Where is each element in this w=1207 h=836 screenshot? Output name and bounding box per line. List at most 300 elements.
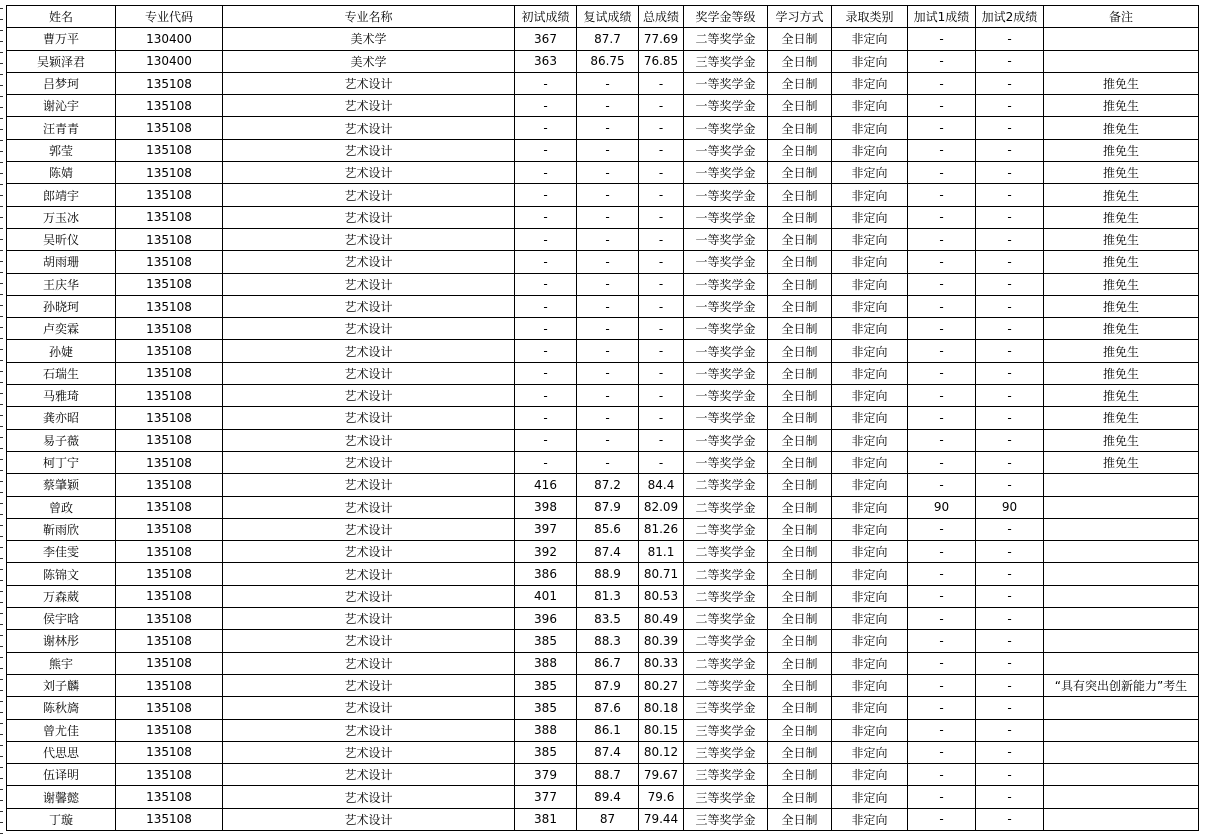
cell-study-mode: 全日制 — [768, 318, 832, 340]
cell-prelim-score: - — [515, 362, 577, 384]
cell-extra-test-2: - — [976, 541, 1044, 563]
cell-prelim-score: 386 — [515, 563, 577, 585]
cell-admission-type: 非定向 — [832, 429, 908, 451]
header-extra-test-1: 加试1成绩 — [908, 6, 976, 28]
cell-major-code: 135108 — [116, 808, 223, 830]
edge-tick — [0, 107, 3, 108]
table-row — [7, 808, 1199, 830]
cell-extra-test-2: - — [976, 630, 1044, 652]
cell-scholarship: 一等奖学金 — [684, 429, 768, 451]
cell-remarks — [1044, 786, 1199, 808]
cell-scholarship: 三等奖学金 — [684, 786, 768, 808]
cell-extra-test-1: - — [908, 295, 976, 317]
cell-remarks — [1044, 652, 1199, 674]
cell-name: 龚亦昭 — [7, 407, 116, 429]
cell-remarks: 推免生 — [1044, 228, 1199, 250]
cell-major-code: 135108 — [116, 139, 223, 161]
cell-admission-type: 非定向 — [832, 518, 908, 540]
edge-tick — [0, 481, 3, 482]
cell-admission-type: 非定向 — [832, 273, 908, 295]
cell-total-score: 77.69 — [639, 28, 684, 50]
cell-total-score: 84.4 — [639, 474, 684, 496]
cell-prelim-score: - — [515, 206, 577, 228]
cell-scholarship: 一等奖学金 — [684, 184, 768, 206]
cell-retest-score: - — [577, 273, 639, 295]
cell-extra-test-2: - — [976, 162, 1044, 184]
cell-remarks — [1044, 697, 1199, 719]
cell-retest-score: - — [577, 429, 639, 451]
cell-total-score: 79.67 — [639, 764, 684, 786]
cell-major-code: 135108 — [116, 228, 223, 250]
edge-tick — [0, 63, 3, 64]
cell-admission-type: 非定向 — [832, 139, 908, 161]
table-row — [7, 95, 1199, 117]
cell-prelim-score: 392 — [515, 541, 577, 563]
cell-remarks: 推免生 — [1044, 184, 1199, 206]
cell-major-code: 135108 — [116, 630, 223, 652]
cell-extra-test-1: - — [908, 585, 976, 607]
cell-name: 熊宇 — [7, 652, 116, 674]
cell-major-code: 135108 — [116, 541, 223, 563]
cell-name: 易子薇 — [7, 429, 116, 451]
cell-extra-test-1: - — [908, 50, 976, 72]
cell-total-score: 80.12 — [639, 741, 684, 763]
cell-scholarship: 一等奖学金 — [684, 340, 768, 362]
edge-tick — [0, 316, 3, 317]
edge-tick — [0, 811, 3, 812]
edge-tick — [0, 646, 3, 647]
cell-extra-test-1: - — [908, 95, 976, 117]
edge-tick — [0, 8, 3, 9]
edge-tick — [0, 272, 3, 273]
cell-study-mode: 全日制 — [768, 429, 832, 451]
cell-major-name: 艺术设计 — [223, 697, 515, 719]
edge-tick — [0, 514, 3, 515]
cell-retest-score: 83.5 — [577, 608, 639, 630]
edge-tick — [0, 701, 3, 702]
cell-major-code: 135108 — [116, 251, 223, 273]
cell-scholarship: 二等奖学金 — [684, 518, 768, 540]
cell-extra-test-1: - — [908, 318, 976, 340]
edge-tick — [0, 558, 3, 559]
cell-major-code: 135108 — [116, 451, 223, 473]
cell-extra-test-1: - — [908, 429, 976, 451]
cell-remarks: 推免生 — [1044, 72, 1199, 94]
cell-extra-test-2: - — [976, 652, 1044, 674]
header-study-mode: 学习方式 — [768, 6, 832, 28]
cell-total-score: 76.85 — [639, 50, 684, 72]
cell-extra-test-1: - — [908, 608, 976, 630]
cell-name: 柯丁宁 — [7, 451, 116, 473]
cell-admission-type: 非定向 — [832, 50, 908, 72]
cell-study-mode: 全日制 — [768, 28, 832, 50]
cell-major-code: 135108 — [116, 652, 223, 674]
cell-name: 蔡肇颖 — [7, 474, 116, 496]
edge-tick — [0, 767, 3, 768]
header-remarks: 备注 — [1044, 6, 1199, 28]
cell-retest-score: - — [577, 451, 639, 473]
cell-remarks: 推免生 — [1044, 451, 1199, 473]
cell-total-score: - — [639, 273, 684, 295]
cell-extra-test-2: - — [976, 139, 1044, 161]
cell-prelim-score: - — [515, 251, 577, 273]
cell-extra-test-2: - — [976, 786, 1044, 808]
table-row — [7, 608, 1199, 630]
cell-major-code: 135108 — [116, 741, 223, 763]
cell-remarks — [1044, 608, 1199, 630]
cell-name: 王庆华 — [7, 273, 116, 295]
cell-extra-test-2: - — [976, 741, 1044, 763]
cell-major-code: 135108 — [116, 318, 223, 340]
cell-major-name: 艺术设计 — [223, 608, 515, 630]
table-row — [7, 429, 1199, 451]
edge-tick — [0, 602, 3, 603]
cell-study-mode: 全日制 — [768, 764, 832, 786]
cell-extra-test-1: - — [908, 362, 976, 384]
cell-retest-score: - — [577, 385, 639, 407]
cell-total-score: 80.49 — [639, 608, 684, 630]
cell-study-mode: 全日制 — [768, 719, 832, 741]
edge-tick — [0, 250, 3, 251]
cell-major-name: 艺术设计 — [223, 385, 515, 407]
table-row — [7, 630, 1199, 652]
cell-remarks: 推免生 — [1044, 139, 1199, 161]
cell-study-mode: 全日制 — [768, 72, 832, 94]
cell-scholarship: 一等奖学金 — [684, 206, 768, 228]
edge-tick — [0, 492, 3, 493]
cell-extra-test-2: - — [976, 407, 1044, 429]
cell-extra-test-2: - — [976, 184, 1044, 206]
cell-remarks — [1044, 741, 1199, 763]
cell-extra-test-1: 90 — [908, 496, 976, 518]
edge-tick — [0, 206, 3, 207]
cell-extra-test-2: - — [976, 50, 1044, 72]
cell-name: 李佳雯 — [7, 541, 116, 563]
cell-remarks: 推免生 — [1044, 385, 1199, 407]
cell-admission-type: 非定向 — [832, 228, 908, 250]
cell-major-code: 135108 — [116, 474, 223, 496]
cell-name: 郎靖宇 — [7, 184, 116, 206]
cell-major-name: 艺术设计 — [223, 674, 515, 696]
cell-admission-type: 非定向 — [832, 72, 908, 94]
cell-remarks: 推免生 — [1044, 429, 1199, 451]
cell-scholarship: 二等奖学金 — [684, 541, 768, 563]
cell-extra-test-2: - — [976, 228, 1044, 250]
edge-tick — [0, 294, 3, 295]
cell-major-code: 135108 — [116, 95, 223, 117]
cell-name: 孙婕 — [7, 340, 116, 362]
cell-admission-type: 非定向 — [832, 652, 908, 674]
table-row — [7, 719, 1199, 741]
cell-remarks — [1044, 50, 1199, 72]
cell-major-code: 135108 — [116, 407, 223, 429]
cell-study-mode: 全日制 — [768, 117, 832, 139]
cell-extra-test-1: - — [908, 652, 976, 674]
cell-retest-score: - — [577, 362, 639, 384]
cell-retest-score: 89.4 — [577, 786, 639, 808]
cell-study-mode: 全日制 — [768, 385, 832, 407]
cell-extra-test-1: - — [908, 251, 976, 273]
cell-major-name: 艺术设计 — [223, 496, 515, 518]
cell-admission-type: 非定向 — [832, 451, 908, 473]
cell-major-name: 艺术设计 — [223, 719, 515, 741]
cell-name: 马雅琦 — [7, 385, 116, 407]
cell-study-mode: 全日制 — [768, 585, 832, 607]
cell-admission-type: 非定向 — [832, 496, 908, 518]
table-row — [7, 318, 1199, 340]
cell-remarks — [1044, 474, 1199, 496]
cell-prelim-score: 379 — [515, 764, 577, 786]
cell-scholarship: 三等奖学金 — [684, 808, 768, 830]
cell-retest-score: - — [577, 95, 639, 117]
cell-extra-test-1: - — [908, 139, 976, 161]
cell-total-score: 80.18 — [639, 697, 684, 719]
cell-remarks: 推免生 — [1044, 162, 1199, 184]
cell-extra-test-2: - — [976, 608, 1044, 630]
cell-remarks: 推免生 — [1044, 251, 1199, 273]
cell-extra-test-1: - — [908, 786, 976, 808]
header-scholarship: 奖学金等级 — [684, 6, 768, 28]
cell-retest-score: - — [577, 318, 639, 340]
cell-admission-type: 非定向 — [832, 808, 908, 830]
cell-total-score: - — [639, 184, 684, 206]
cell-extra-test-2: - — [976, 273, 1044, 295]
header-prelim-score: 初试成绩 — [515, 6, 577, 28]
cell-retest-score: 88.9 — [577, 563, 639, 585]
cell-admission-type: 非定向 — [832, 251, 908, 273]
cell-study-mode: 全日制 — [768, 162, 832, 184]
cell-scholarship: 二等奖学金 — [684, 496, 768, 518]
cell-name: 吴昕仪 — [7, 228, 116, 250]
cell-major-code: 130400 — [116, 28, 223, 50]
edge-tick — [0, 52, 3, 53]
cell-remarks — [1044, 764, 1199, 786]
cell-study-mode: 全日制 — [768, 362, 832, 384]
cell-remarks: 推免生 — [1044, 117, 1199, 139]
cell-major-name: 艺术设计 — [223, 228, 515, 250]
cell-total-score: 80.33 — [639, 652, 684, 674]
cell-scholarship: 二等奖学金 — [684, 474, 768, 496]
cell-prelim-score: 363 — [515, 50, 577, 72]
cell-major-code: 135108 — [116, 117, 223, 139]
cell-prelim-score: - — [515, 429, 577, 451]
cell-retest-score: - — [577, 72, 639, 94]
cell-total-score: 81.26 — [639, 518, 684, 540]
cell-name: 代思思 — [7, 741, 116, 763]
table-row — [7, 407, 1199, 429]
table-row — [7, 652, 1199, 674]
edge-tick — [0, 118, 3, 119]
cell-total-score: 80.27 — [639, 674, 684, 696]
cell-extra-test-2: - — [976, 206, 1044, 228]
cell-prelim-score: 385 — [515, 741, 577, 763]
cell-retest-score: 86.7 — [577, 652, 639, 674]
edge-tick — [0, 525, 3, 526]
cell-admission-type: 非定向 — [832, 541, 908, 563]
cell-prelim-score: - — [515, 117, 577, 139]
cell-extra-test-1: - — [908, 162, 976, 184]
cell-major-code: 135108 — [116, 184, 223, 206]
table-row — [7, 741, 1199, 763]
edge-tick — [0, 239, 3, 240]
cell-remarks: 推免生 — [1044, 340, 1199, 362]
header-retest-score: 复试成绩 — [577, 6, 639, 28]
cell-major-name: 艺术设计 — [223, 318, 515, 340]
table-row — [7, 786, 1199, 808]
cell-major-code: 135108 — [116, 518, 223, 540]
cell-admission-type: 非定向 — [832, 585, 908, 607]
cell-name: 石瑞生 — [7, 362, 116, 384]
cell-study-mode: 全日制 — [768, 496, 832, 518]
cell-total-score: - — [639, 318, 684, 340]
cell-remarks: 推免生 — [1044, 318, 1199, 340]
cell-study-mode: 全日制 — [768, 674, 832, 696]
cell-admission-type: 非定向 — [832, 117, 908, 139]
cell-admission-type: 非定向 — [832, 697, 908, 719]
cell-name: 曾政 — [7, 496, 116, 518]
cell-prelim-score: - — [515, 95, 577, 117]
cell-prelim-score: 388 — [515, 652, 577, 674]
cell-prelim-score: - — [515, 295, 577, 317]
cell-retest-score: - — [577, 295, 639, 317]
cell-total-score: 79.44 — [639, 808, 684, 830]
cell-study-mode: 全日制 — [768, 541, 832, 563]
cell-name: 曾尤佳 — [7, 719, 116, 741]
cell-major-code: 135108 — [116, 563, 223, 585]
cell-extra-test-2: - — [976, 764, 1044, 786]
cell-name: 万森葳 — [7, 585, 116, 607]
header-total-score: 总成绩 — [639, 6, 684, 28]
cell-extra-test-1: - — [908, 28, 976, 50]
cell-retest-score: 88.7 — [577, 764, 639, 786]
edge-tick — [0, 129, 3, 130]
cell-remarks — [1044, 563, 1199, 585]
cell-major-code: 135108 — [116, 786, 223, 808]
edge-tick — [0, 30, 3, 31]
cell-extra-test-1: - — [908, 117, 976, 139]
cell-prelim-score: 385 — [515, 674, 577, 696]
edge-tick — [0, 217, 3, 218]
edge-tick — [0, 228, 3, 229]
cell-extra-test-2: - — [976, 674, 1044, 696]
cell-retest-score: 87.7 — [577, 28, 639, 50]
cell-retest-score: 87.4 — [577, 741, 639, 763]
cell-extra-test-2: - — [976, 808, 1044, 830]
cell-study-mode: 全日制 — [768, 206, 832, 228]
cell-total-score: - — [639, 117, 684, 139]
cell-admission-type: 非定向 — [832, 719, 908, 741]
cell-admission-type: 非定向 — [832, 674, 908, 696]
edge-tick — [0, 349, 3, 350]
cell-name: 靳雨欣 — [7, 518, 116, 540]
cell-scholarship: 一等奖学金 — [684, 407, 768, 429]
cell-major-name: 艺术设计 — [223, 362, 515, 384]
cell-retest-score: - — [577, 251, 639, 273]
cell-scholarship: 一等奖学金 — [684, 117, 768, 139]
cell-scholarship: 一等奖学金 — [684, 451, 768, 473]
table-row — [7, 50, 1199, 72]
table-row — [7, 585, 1199, 607]
edge-tick — [0, 679, 3, 680]
cell-study-mode: 全日制 — [768, 295, 832, 317]
cell-remarks — [1044, 719, 1199, 741]
edge-tick — [0, 459, 3, 460]
cell-major-code: 135108 — [116, 362, 223, 384]
cell-major-name: 艺术设计 — [223, 407, 515, 429]
edge-tick — [0, 778, 3, 779]
edge-tick — [0, 800, 3, 801]
cell-extra-test-2: - — [976, 28, 1044, 50]
cell-total-score: 82.09 — [639, 496, 684, 518]
cell-admission-type: 非定向 — [832, 206, 908, 228]
cell-major-name: 艺术设计 — [223, 162, 515, 184]
cell-retest-score: 87.2 — [577, 474, 639, 496]
cell-extra-test-1: - — [908, 741, 976, 763]
cell-scholarship: 三等奖学金 — [684, 50, 768, 72]
cell-retest-score: 86.75 — [577, 50, 639, 72]
cell-prelim-score: 377 — [515, 786, 577, 808]
table-row — [7, 162, 1199, 184]
table-row — [7, 72, 1199, 94]
table-row — [7, 184, 1199, 206]
cell-major-name: 艺术设计 — [223, 295, 515, 317]
cell-admission-type: 非定向 — [832, 786, 908, 808]
cell-remarks: 推免生 — [1044, 362, 1199, 384]
table-row — [7, 474, 1199, 496]
cell-name: 侯宇晗 — [7, 608, 116, 630]
cell-major-name: 艺术设计 — [223, 95, 515, 117]
cell-scholarship: 一等奖学金 — [684, 385, 768, 407]
table-row — [7, 563, 1199, 585]
cell-extra-test-2: - — [976, 697, 1044, 719]
cell-total-score: - — [639, 362, 684, 384]
cell-major-name: 艺术设计 — [223, 206, 515, 228]
edge-tick — [0, 426, 3, 427]
cell-extra-test-1: - — [908, 697, 976, 719]
cell-scholarship: 二等奖学金 — [684, 674, 768, 696]
cell-extra-test-1: - — [908, 228, 976, 250]
cell-scholarship: 三等奖学金 — [684, 697, 768, 719]
edge-tick — [0, 140, 3, 141]
cell-extra-test-1: - — [908, 273, 976, 295]
cell-admission-type: 非定向 — [832, 184, 908, 206]
cell-total-score: - — [639, 385, 684, 407]
cell-total-score: - — [639, 206, 684, 228]
cell-admission-type: 非定向 — [832, 162, 908, 184]
edge-tick — [0, 74, 3, 75]
cell-total-score: - — [639, 429, 684, 451]
table-row — [7, 362, 1199, 384]
cell-name: 吴颖泽君 — [7, 50, 116, 72]
edge-tick — [0, 96, 3, 97]
cell-prelim-score: - — [515, 72, 577, 94]
edge-tick — [0, 580, 3, 581]
cell-total-score: 80.71 — [639, 563, 684, 585]
cell-study-mode: 全日制 — [768, 786, 832, 808]
cell-scholarship: 二等奖学金 — [684, 630, 768, 652]
edge-tick — [0, 833, 3, 834]
cell-major-code: 135108 — [116, 674, 223, 696]
cell-extra-test-2: - — [976, 95, 1044, 117]
edge-tick — [0, 547, 3, 548]
cell-major-code: 135108 — [116, 340, 223, 362]
cell-extra-test-1: - — [908, 563, 976, 585]
cell-retest-score: - — [577, 228, 639, 250]
cell-extra-test-1: - — [908, 206, 976, 228]
edge-tick — [0, 261, 3, 262]
cell-major-code: 135108 — [116, 697, 223, 719]
cell-major-code: 135108 — [116, 608, 223, 630]
